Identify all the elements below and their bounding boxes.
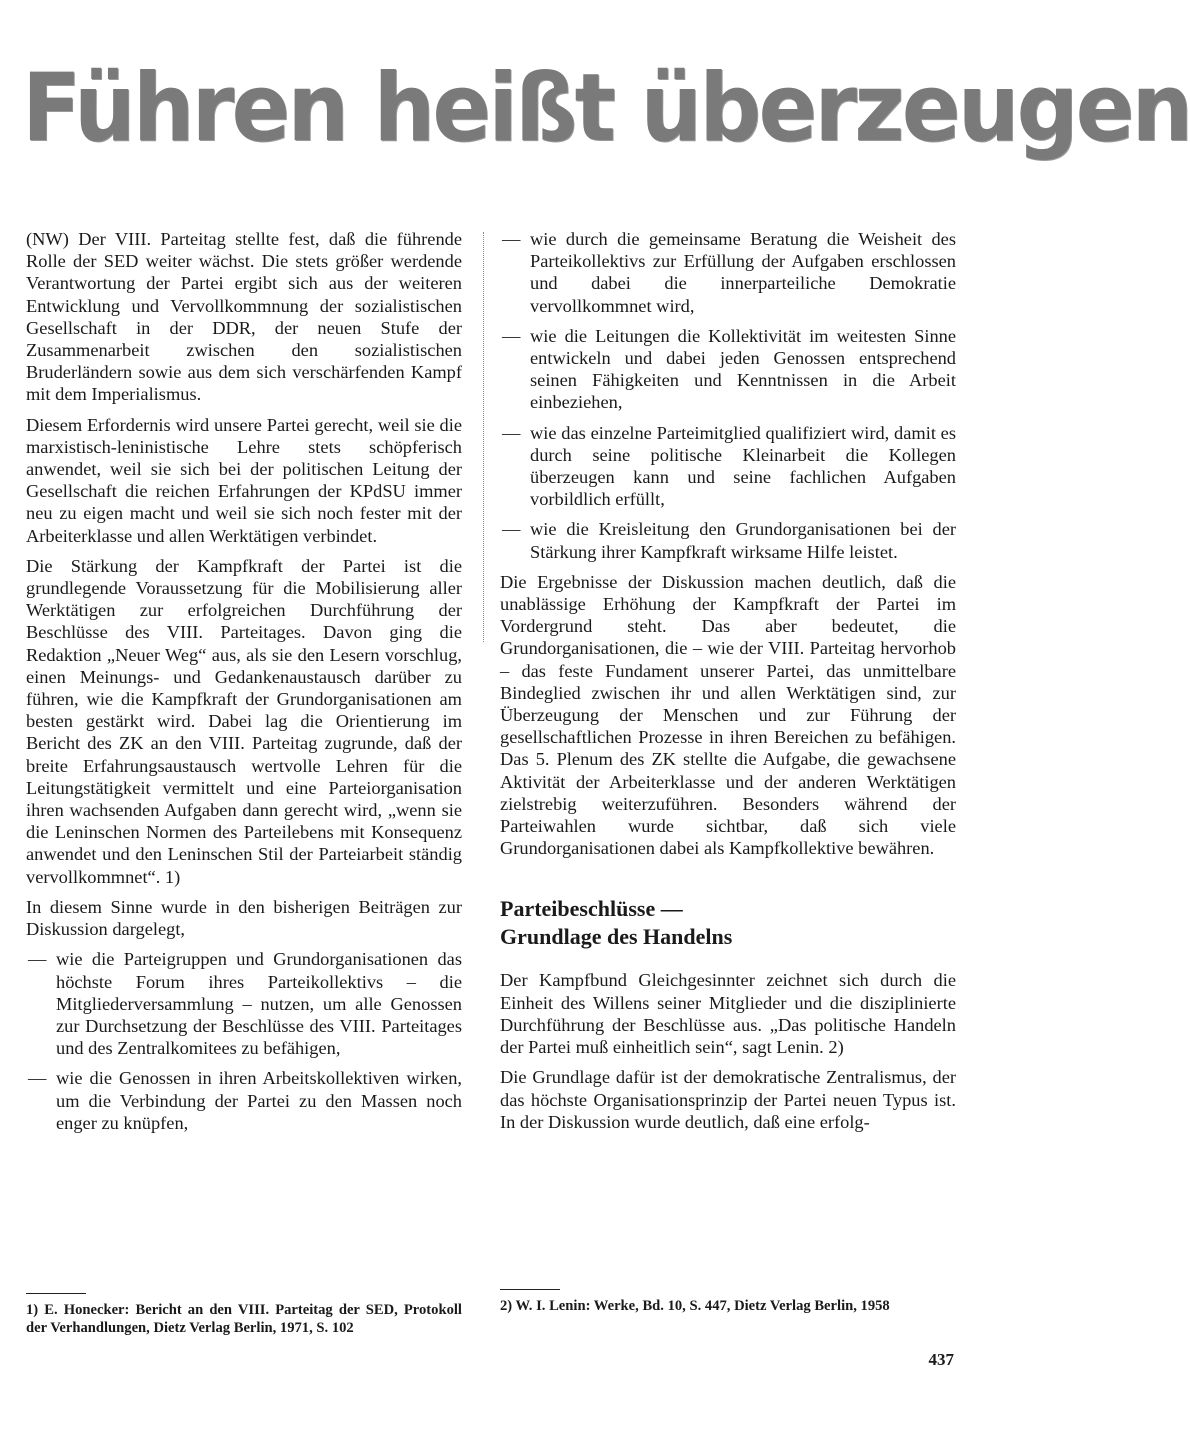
list-item: — wie die Parteigruppen und Grundorganisationen das höchste Forum ihres Parteikollektivs – die Mitgliederversammlung – nutzen, um alle Genossen zur Durchsetzung der Beschlüsse des VIII. Parteitages und des Zentralkomitees zu befähigen, bbox=[26, 948, 462, 1059]
section-heading bbox=[500, 895, 956, 951]
list-item: — wie die Kreisleitung den Grundorganisationen bei der Stärkung ihrer Kampfkraft wirksame Hilfe leistet. bbox=[500, 518, 956, 562]
right-column bbox=[500, 228, 956, 1141]
bullet-list bbox=[26, 948, 462, 1134]
footnote-right bbox=[500, 1289, 956, 1316]
footnote-left bbox=[26, 1293, 462, 1337]
paragraph: Die Stärkung der Kampfkraft der Partei ist die grundlegende Voraussetzung für die Mobilisierung aller Werktätigen zur erfolgreichen Durchführung der Beschlüsse des VIII. Parteitages. Davon ging die Redaktion „Neuer Weg“ aus, als sie den Lesern vorschlug, einen Meinungs- und Gedankenaustausch darüber zu führen, wie die Kampfkraft der Grundorganisationen am besten gestärkt wird. Dabei lag die Orientierung im Bericht des ZK an den VIII. Parteitag zugrunde, daß der breite Erfahrungsaustausch wertvolle Lehren für die Leitungstätigkeit vermittelt und eine Parteiorganisation ihren wachsenden Aufgaben dann gerecht wird, „wenn sie die Leninschen Normen des Parteilebens mit Konsequenz anwendet und den Leninschen Stil der Parteiarbeit ständig vervollkommnet“. 1) bbox=[26, 555, 462, 887]
bullet-list bbox=[500, 228, 956, 563]
column-divider bbox=[483, 232, 484, 642]
list-item: — wie die Leitungen die Kollektivität im weitesten Sinne entwickeln und dabei jeden Genossen entsprechend seinen Fähigkeiten und Kenntnissen in die Arbeit einbeziehen, bbox=[500, 325, 956, 414]
page-title: Führen heißt überzeugen bbox=[22, 54, 1190, 163]
list-item: — wie die Genossen in ihren Arbeitskollektiven wirken, um die Verbindung der Partei zu den Massen noch enger zu knüpfen, bbox=[26, 1067, 462, 1134]
list-item: — wie durch die gemeinsame Beratung die Weisheit des Parteikollektivs zur Erfüllung der Aufgaben erschlossen und dabei die innerparteiliche Demokratie vervollkommnet wird, bbox=[500, 228, 956, 317]
paragraph: Die Grundlage dafür ist der demokratische Zentralismus, der das höchste Organisationsprinzip der Partei neuen Typus ist. In der Diskussion wurde deutlich, daß eine erfolg- bbox=[500, 1067, 956, 1132]
paragraph: (NW) Der VIII. Parteitag stellte fest, daß die führende Rolle der SED weiter wächst. Die stets größer werdende Verantwortung der Partei ergibt sich aus der weiteren Entwicklung und Vervollkommnung der sozialistischen Gesellschaft in der DDR, der neuen Stufe der Zusammenarbeit zwischen den sozialistischen Bruderländern sowie aus dem sich verschärfenden Kampf mit dem Imperialismus. bbox=[26, 229, 462, 405]
paragraph: Der Kampfbund Gleichgesinnter zeichnet sich durch die Einheit des Willens seiner Mitglieder und die disziplinierte Durchführung der Beschlüsse aus. „Das politische Handeln der Partei muß einheitlich sein“, sagt Lenin. 2) bbox=[500, 970, 956, 1058]
left-column bbox=[26, 228, 462, 1142]
footnote-text: 1) E. Honecker: Bericht an den VIII. Parteitag der SED, Protokoll der Verhandlungen, Dietz Verlag Berlin, 1971, S. 102 bbox=[26, 1302, 462, 1336]
footnote-divider bbox=[26, 1293, 86, 1294]
paragraph: Die Ergebnisse der Diskussion machen deutlich, daß die unablässige Erhöhung der Kampfkraft der Partei im Vordergrund steht. Das aber bedeutet, die Grundorganisationen, die – wie der VIII. Parteitag hervorhob – das feste Fundament unserer Partei, das unmittelbare Bindeglied zwischen ihr und allen Werktätigen sind, zur Überzeugung der Menschen und zur Führung der gesellschaftlichen Prozesse in ihren Bereichen zu befähigen. Das 5. Plenum des ZK stellte die Aufgabe, die gewachsene Aktivität der Arbeiterklasse und der anderen Werktätigen zielstrebig weiterzuführen. Besonders während der Parteiwahlen wurde sichtbar, daß sich viele Grundorganisationen dabei als Kampfkollektive bewähren. bbox=[500, 571, 956, 859]
section-heading-line: Grundlage des Handelns bbox=[500, 924, 733, 950]
section-heading-line: Parteibeschlüsse — bbox=[500, 896, 683, 922]
paragraph: In diesem Sinne wurde in den bisherigen Beiträgen zur Diskussion dargelegt, bbox=[26, 896, 462, 940]
paragraph: Diesem Erfordernis wird unsere Partei gerecht, weil sie die marxistisch-leninistische Lehre stets schöpferisch anwendet, weil sie sich bei der politischen Leitung der Gesellschaft die reichen Erfahrungen der KPdSU immer neu zu eigen macht und weil sie sich noch fester mit der Arbeiterklasse und allen Werktätigen verbindet. bbox=[26, 414, 462, 546]
footnote-divider bbox=[500, 1289, 560, 1290]
footnote-text: 2) W. I. Lenin: Werke, Bd. 10, S. 447, Dietz Verlag Berlin, 1958 bbox=[500, 1298, 890, 1314]
list-item: — wie das einzelne Parteimitglied qualifiziert wird, damit es durch seine politische Kleinarbeit die Kollegen überzeugen kann und seine fachlichen Aufgaben vorbildlich erfüllt, bbox=[500, 422, 956, 511]
page-number: 437 bbox=[928, 1350, 954, 1369]
